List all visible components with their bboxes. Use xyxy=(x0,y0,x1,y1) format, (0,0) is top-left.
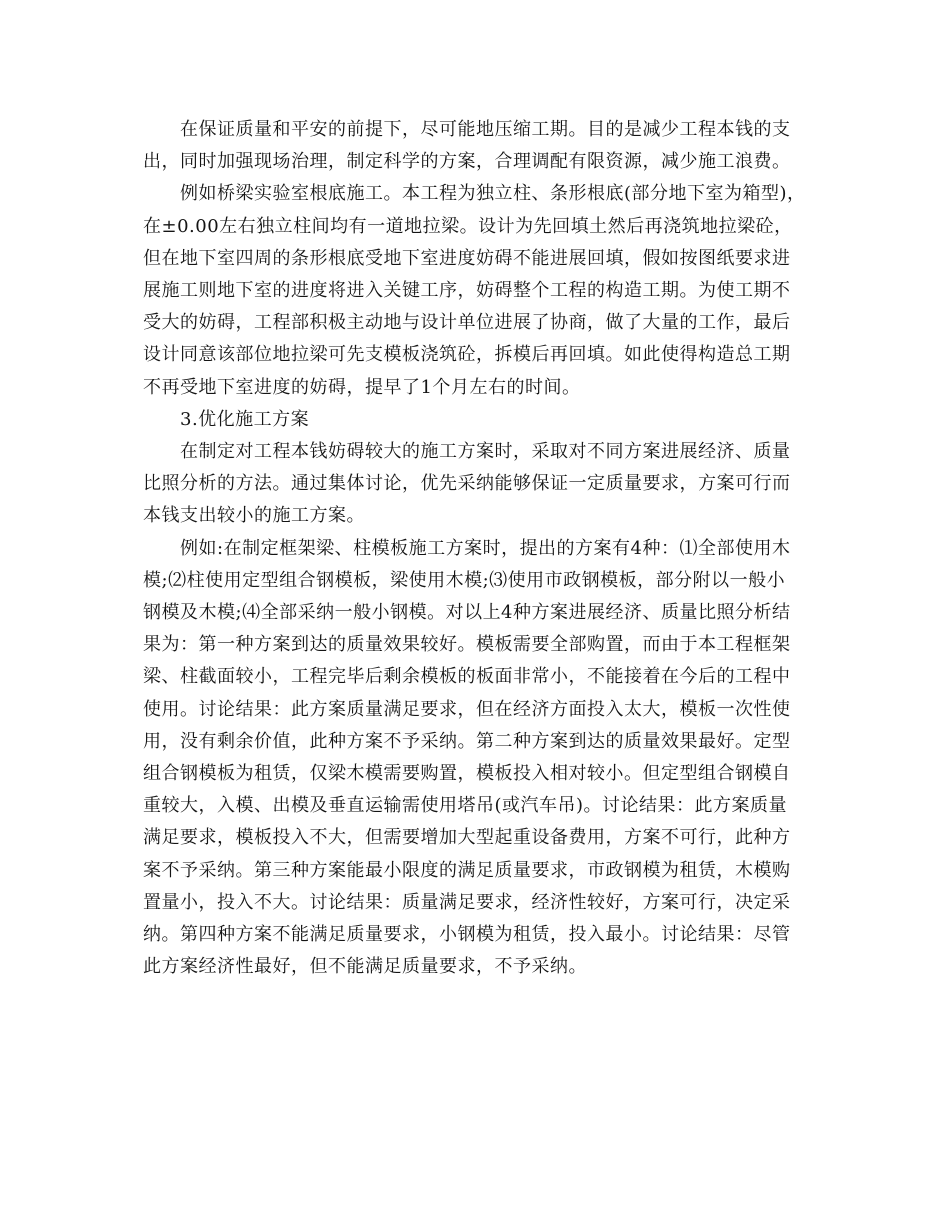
paragraph-1 xyxy=(143,114,809,178)
text-line: 钢模及木模;⑷全部采纳一般小钢模。对以上4种方案进展经济、质量比照分析结 xyxy=(143,602,791,624)
text-line: 案不予采纳。第三种方案能最小限度的满足质量要求，市政钢模为租赁，木模购 xyxy=(143,859,791,881)
text-line: 设计同意该部位地拉梁可先支模板浇筑砼，拆模后再回填。如此使得构造总工期 xyxy=(143,344,791,366)
text-line: 例如桥梁实验室根底施工。本工程为独立柱、条形根底(部分地下室为箱型)， xyxy=(180,183,806,205)
paragraph-4 xyxy=(143,533,809,984)
text-line: 用，没有剩余价值，此种方案不予采纳。第二种方案到达的质量效果最好。定型 xyxy=(143,730,791,752)
text-line: 但在地下室四周的条形根底受地下室进度妨碍不能进展回填，假如按图纸要求进 xyxy=(143,247,791,269)
text-line: 受大的妨碍，工程部积极主动地与设计单位进展了协商，做了大量的工作，最后 xyxy=(143,312,791,334)
text-line: 在±0.00左右独立柱间均有一道地拉梁。设计为先回填土然后再浇筑地拉梁砼， xyxy=(143,215,793,237)
text-line: 在制定对工程本钱妨碍较大的施工方案时，采取对不同方案进展经济、质量 xyxy=(180,441,791,463)
text-line: 不再受地下室进度的妨碍，提早了1个月左右的时间。 xyxy=(143,376,581,398)
section-heading xyxy=(143,404,809,436)
text-line: 重较大，入模、出模及垂直运输需使用塔吊(或汽车吊)。讨论结果：此方案质量 xyxy=(143,795,788,817)
text-line: 满足要求，模板投入不大，但需要增加大型起重设备费用，方案不可行，此种方 xyxy=(143,827,791,849)
document-body xyxy=(143,114,809,983)
paragraph-3 xyxy=(143,436,809,533)
paragraph-2 xyxy=(143,178,809,403)
text-line: 置量小，投入不大。讨论结果：质量满足要求，经济性较好，方案可行，决定采 xyxy=(143,891,791,913)
text-line: 出，同时加强现场治理，制定科学的方案，合理调配有限资源，减少施工浪费。 xyxy=(143,151,791,173)
text-line: 在保证质量和平安的前提下，尽可能地压缩工期。目的是减少工程本钱的支 xyxy=(180,119,791,140)
text-line: 梁、柱截面较小，工程完毕后剩余模板的板面非常小，不能接着在今后的工程中 xyxy=(143,666,791,688)
text-line: 展施工则地下室的进度将进入关键工序，妨碍整个工程的构造工期。为使工期不 xyxy=(143,280,791,302)
text-line: 此方案经济性最好，但不能满足质量要求，不予采纳。 xyxy=(143,956,587,978)
section-heading-text: 3.优化施工方案 xyxy=(180,408,310,430)
text-line: 例如:在制定框架梁、柱模板施工方案时，提出的方案有4种：⑴全部使用木 xyxy=(180,537,791,559)
text-line: 模;⑵柱使用定型组合钢模板，梁使用木模;⑶使用市政钢模板，部分附以一般小 xyxy=(143,569,786,591)
text-line: 纳。第四种方案不能满足质量要求，小钢模为租赁，投入最小。讨论结果：尽管 xyxy=(143,924,791,946)
text-line: 组合钢模板为租赁，仅梁木模需要购置，模板投入相对较小。但定型组合钢模自 xyxy=(143,763,791,785)
text-line: 比照分析的方法。通过集体讨论，优先采纳能够保证一定质量要求，方案可行而 xyxy=(143,473,791,495)
text-line: 本钱支出较小的施工方案。 xyxy=(143,505,365,527)
text-line: 果为：第一种方案到达的质量效果较好。模板需要全部购置，而由于本工程框架 xyxy=(143,634,791,656)
text-line: 使用。讨论结果：此方案质量满足要求，但在经济方面投入太大，模板一次性使 xyxy=(143,698,791,720)
